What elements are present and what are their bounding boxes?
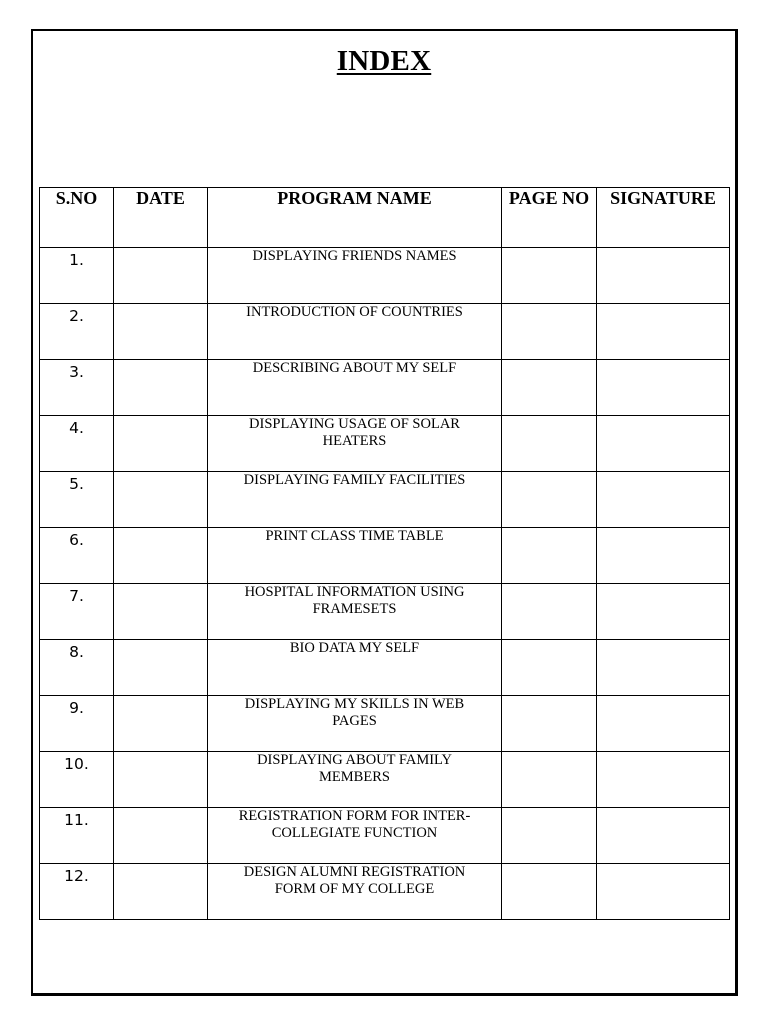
row-sno: 7. (40, 584, 114, 640)
row-program-name: PRINT CLASS TIME TABLE (208, 528, 502, 584)
row-program-name: DESIGN ALUMNI REGISTRATION FORM OF MY COLLEGE (208, 864, 502, 920)
table-row (40, 584, 730, 640)
row-program-name: INTRODUCTION OF COUNTRIES (208, 304, 502, 360)
table-row (40, 696, 730, 752)
table-row (40, 416, 730, 472)
row-sno: 2. (40, 304, 114, 360)
row-sno: 9. (40, 696, 114, 752)
row-date-cell (114, 416, 208, 472)
row-page-no-cell (502, 248, 597, 304)
row-signature-cell (597, 696, 730, 752)
row-program-name: DISPLAYING FAMILY FACILITIES (208, 472, 502, 528)
row-page-no-cell (502, 752, 597, 808)
table-row (40, 640, 730, 696)
row-date-cell (114, 248, 208, 304)
row-page-no-cell (502, 808, 597, 864)
row-date-cell (114, 864, 208, 920)
row-page-no-cell (502, 416, 597, 472)
row-page-no-cell (502, 640, 597, 696)
row-page-no-cell (502, 864, 597, 920)
row-signature-cell (597, 472, 730, 528)
row-signature-cell (597, 416, 730, 472)
row-page-no-cell (502, 360, 597, 416)
row-date-cell (114, 360, 208, 416)
table-row (40, 248, 730, 304)
row-sno: 12. (40, 864, 114, 920)
row-program-name: BIO DATA MY SELF (208, 640, 502, 696)
row-program-name: REGISTRATION FORM FOR INTER-COLLEGIATE FUNCTION (208, 808, 502, 864)
row-program-name: DISPLAYING ABOUT FAMILY MEMBERS (208, 752, 502, 808)
row-page-no-cell (502, 304, 597, 360)
row-sno: 6. (40, 528, 114, 584)
table-row (40, 472, 730, 528)
row-signature-cell (597, 360, 730, 416)
page-title-text: INDEX (336, 45, 432, 77)
row-program-name: DISPLAYING FRIENDS NAMES (208, 248, 502, 304)
row-program-name: HOSPITAL INFORMATION USING FRAMESETS (208, 584, 502, 640)
row-signature-cell (597, 752, 730, 808)
table-header-row (40, 188, 730, 248)
row-page-no-cell (502, 584, 597, 640)
row-sno: 8. (40, 640, 114, 696)
row-page-no-cell (502, 472, 597, 528)
row-date-cell (114, 752, 208, 808)
table-row (40, 304, 730, 360)
table-row (40, 808, 730, 864)
table-row (40, 752, 730, 808)
row-sno: 3. (40, 360, 114, 416)
row-signature-cell (597, 248, 730, 304)
row-date-cell (114, 472, 208, 528)
row-sno: 4. (40, 416, 114, 472)
row-date-cell (114, 808, 208, 864)
row-signature-cell (597, 304, 730, 360)
table-row (40, 360, 730, 416)
row-sno: 5. (40, 472, 114, 528)
row-page-no-cell (502, 696, 597, 752)
index-table (39, 187, 730, 920)
row-signature-cell (597, 864, 730, 920)
header-sno: S.NO (40, 188, 114, 248)
row-signature-cell (597, 640, 730, 696)
header-program-name: PROGRAM NAME (208, 188, 502, 248)
row-date-cell (114, 696, 208, 752)
page-title (0, 44, 768, 78)
header-page-no: PAGE NO (502, 188, 597, 248)
row-sno: 11. (40, 808, 114, 864)
row-sno: 10. (40, 752, 114, 808)
row-date-cell (114, 528, 208, 584)
row-program-name: DISPLAYING MY SKILLS IN WEB PAGES (208, 696, 502, 752)
row-signature-cell (597, 808, 730, 864)
header-signature: SIGNATURE (597, 188, 730, 248)
row-page-no-cell (502, 528, 597, 584)
table-row (40, 528, 730, 584)
row-program-name: DESCRIBING ABOUT MY SELF (208, 360, 502, 416)
row-signature-cell (597, 528, 730, 584)
row-date-cell (114, 584, 208, 640)
header-date: DATE (114, 188, 208, 248)
row-sno: 1. (40, 248, 114, 304)
table-row (40, 864, 730, 920)
row-program-name: DISPLAYING USAGE OF SOLAR HEATERS (208, 416, 502, 472)
row-signature-cell (597, 584, 730, 640)
row-date-cell (114, 640, 208, 696)
row-date-cell (114, 304, 208, 360)
